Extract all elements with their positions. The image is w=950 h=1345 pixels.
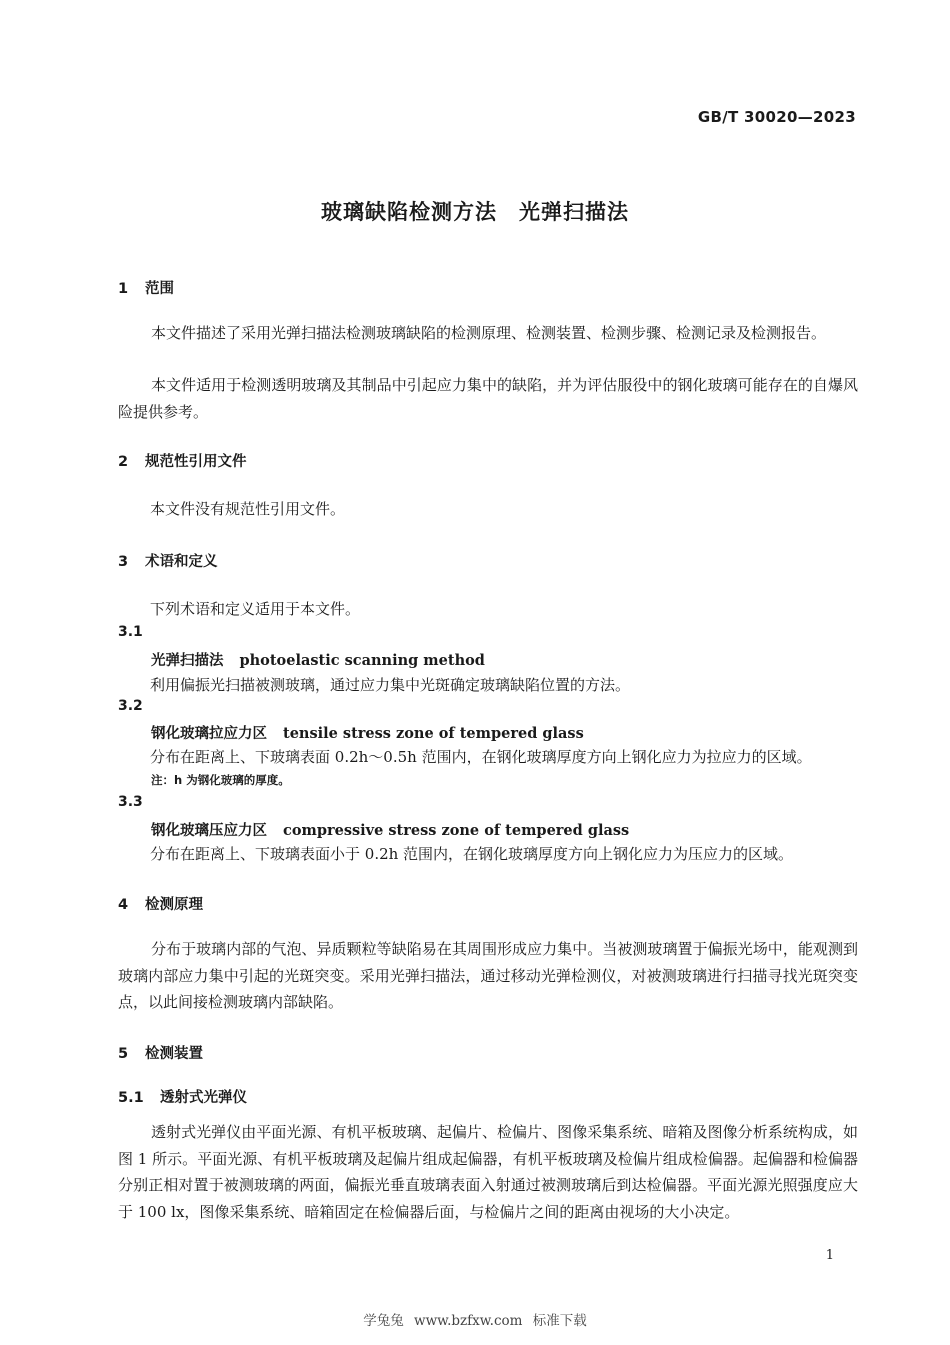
document-title: 玻璃缺陷检测方法 光弹扫描法 — [321, 200, 629, 224]
term-number: 3.3 — [118, 794, 143, 810]
section-heading — [118, 893, 203, 914]
paragraph: 分布于玻璃内部的气泡、异质颗粒等缺陷易在其周围形成应力集中。当被测玻璃置于偏振光场中，能观测到玻璃内部应力集中引起的光斑突变。采用光弹扫描法，通过移动光弹检测仪，对被测玻璃进行扫描寻找光斑突变点，以此间接检测玻璃内部缺陷。 — [118, 940, 858, 1011]
term-definition: 利用偏振光扫描被测玻璃，通过应力集中光斑确定玻璃缺陷位置的方法。 — [150, 676, 631, 694]
section-title: 检测装置 — [145, 1046, 203, 1062]
section-number: 2 — [118, 454, 129, 470]
section-heading — [118, 450, 247, 471]
page-number: 1 — [825, 1248, 834, 1263]
paragraph: 本文件描述了采用光弹扫描法检测玻璃缺陷的检测原理、检测装置、检测步骤、检测记录及检测报告。 — [151, 324, 827, 342]
section-heading — [118, 1042, 203, 1063]
term-entry — [151, 819, 629, 840]
term-entry — [151, 722, 584, 743]
section-title: 术语和定义 — [145, 554, 218, 570]
section-heading — [118, 550, 218, 571]
paragraph: 本文件没有规范性引用文件。 — [150, 500, 346, 518]
section-title: 范围 — [145, 281, 174, 297]
term-number: 3.2 — [118, 698, 143, 714]
section-number: 1 — [118, 281, 129, 297]
standard-code: GB/T 30020—2023 — [697, 108, 856, 126]
section-title: 规范性引用文件 — [145, 454, 247, 470]
section-title: 检测原理 — [145, 897, 203, 913]
term-zh: 光弹扫描法 — [151, 653, 224, 669]
term-definition: 分布在距离上、下玻璃表面 0.2h～0.5h 范围内，在钢化玻璃厚度方向上钢化应力为拉应力的区域。 — [150, 748, 812, 766]
paragraph: 本文件适用于检测透明玻璃及其制品中引起应力集中的缺陷，并为评估服役中的钢化玻璃可能存在的自爆风险提供参考。 — [118, 376, 858, 421]
term-en: tensile stress zone of tempered glass — [283, 725, 584, 742]
term-definition: 分布在距离上、下玻璃表面小于 0.2h 范围内，在钢化玻璃厚度方向上钢化应力为压应力的区域。 — [150, 845, 794, 863]
section-number: 5 — [118, 1046, 129, 1062]
term-en: compressive stress zone of tempered glass — [283, 822, 630, 839]
paragraph: 下列术语和定义适用于本文件。 — [150, 600, 361, 618]
footer-watermark: 学兔兔 www.bzfxw.com 标准下载 — [363, 1313, 587, 1329]
subsection-heading — [118, 1086, 247, 1107]
section-heading — [118, 277, 174, 298]
term-zh: 钢化玻璃压应力区 — [151, 823, 267, 839]
term-en: photoelastic scanning method — [239, 652, 485, 669]
term-entry — [151, 649, 485, 670]
term-number: 3.1 — [118, 624, 143, 640]
term-note: 注：h 为钢化玻璃的厚度。 — [151, 773, 290, 787]
paragraph: 透射式光弹仪由平面光源、有机平板玻璃、起偏片、检偏片、图像采集系统、暗箱及图像分析系统构成，如图 1 所示。平面光源、有机平板玻璃及起偏片组成起偏器，有机平板玻璃及检偏片组成检偏器。起偏器和检偏器分别正相对置于被测玻璃的两面，偏振光垂直玻璃表面入射通过被测玻璃后到达检偏器。平面光源光照强度应大于 100 lx，图像采集系统、暗箱固定在检偏器后面，与检偏片之间的距离由视场的大小决定。 — [118, 1123, 858, 1221]
section-title: 透射式光弹仪 — [160, 1090, 247, 1106]
section-number: 5.1 — [118, 1090, 144, 1106]
section-number: 4 — [118, 897, 129, 913]
term-zh: 钢化玻璃拉应力区 — [151, 726, 267, 742]
section-number: 3 — [118, 554, 129, 570]
